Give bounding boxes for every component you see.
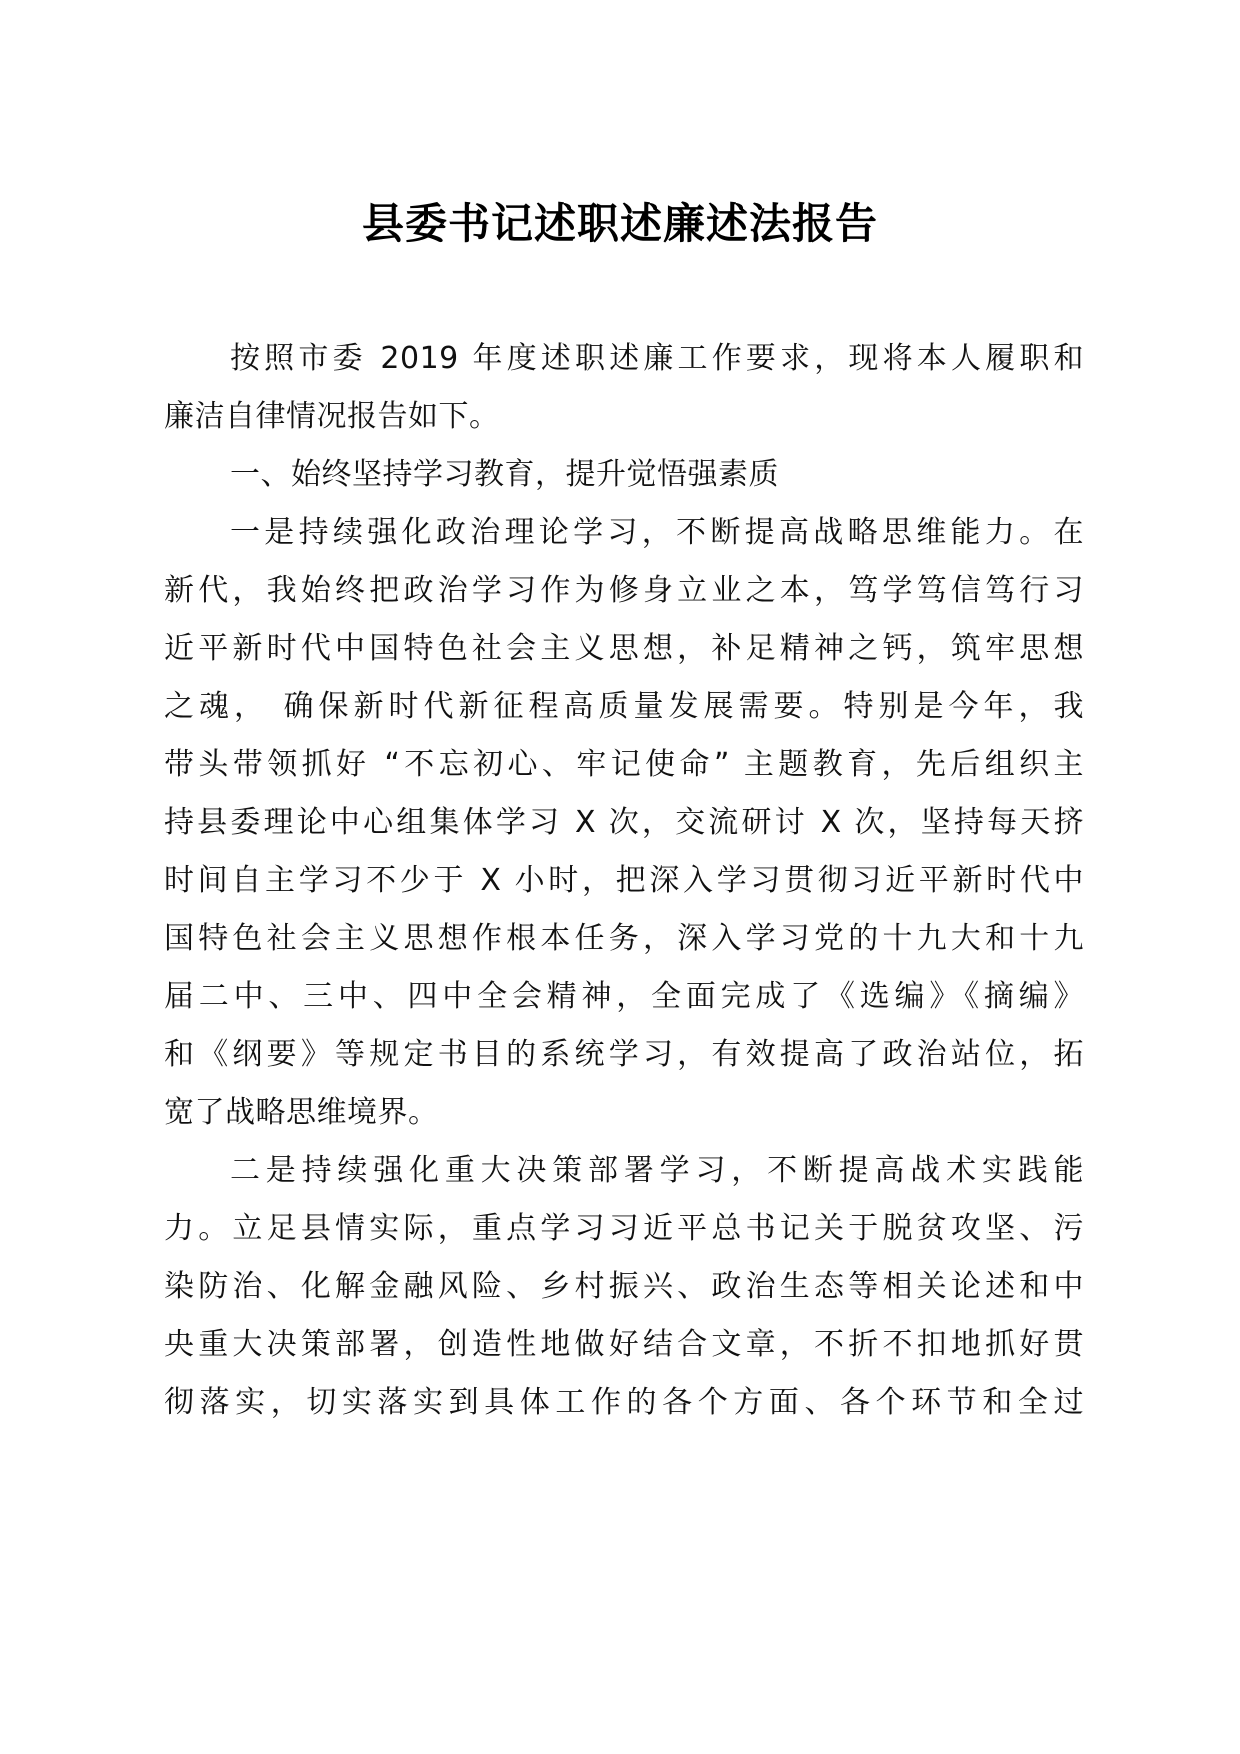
paragraph-1-line-6: 持县委理论中心组集体学习 X 次，交流研讨 X 次，坚持每天挤 (164, 805, 1084, 840)
document-body (164, 330, 1084, 1432)
paragraph-1-line-8: 国特色社会主义思想作根本任务，深入学习党的十九大和十九 (164, 921, 1084, 956)
section-heading-1: 一、始终坚持学习教育，提升觉悟强素质 (230, 457, 779, 492)
paragraph-1-line-11: 宽了战略思维境界。 (164, 1095, 439, 1130)
paragraph-intro-line-2: 廉洁自律情况报告如下。 (164, 399, 500, 434)
paragraph-1-line-10: 和《纲要》等规定书目的系统学习，有效提高了政治站位，拓 (164, 1037, 1084, 1072)
paragraph-1-line-3: 近平新时代中国特色社会主义思想，补足精神之钙，筑牢思想 (164, 631, 1084, 666)
paragraph-intro-line-1: 按照市委 2019 年度述职述廉工作要求，现将本人履职和 (230, 341, 1084, 376)
paragraph-1-line-5: 带头带领抓好 “不忘初心、牢记使命” 主题教育，先后组织主 (164, 747, 1084, 782)
paragraph-1-line-4: 之魂， 确保新时代新征程高质量发展需要。特别是今年，我 (164, 689, 1084, 724)
paragraph-2-line-2: 力。立足县情实际，重点学习习近平总书记关于脱贫攻坚、污 (164, 1211, 1084, 1246)
paragraph-1-line-9: 届二中、三中、四中全会精神，全面完成了《选编》《摘编》 (164, 979, 1084, 1014)
paragraph-1-line-1: 一是持续强化政治理论学习，不断提高战略思维能力。在 (230, 515, 1084, 550)
paragraph-1-line-2: 新代，我始终把政治学习作为修身立业之本，笃学笃信笃行习 (164, 573, 1084, 608)
paragraph-2-line-4: 央重大决策部署，创造性地做好结合文章，不折不扣地抓好贯 (164, 1327, 1084, 1362)
paragraph-2-line-3: 染防治、化解金融风险、乡村振兴、政治生态等相关论述和中 (164, 1269, 1084, 1304)
paragraph-2-line-1: 二是持续强化重大决策部署学习，不断提高战术实践能 (230, 1153, 1084, 1188)
paragraph-2-line-5: 彻落实，切实落实到具体工作的各个方面、各个环节和全过 (164, 1385, 1084, 1420)
paragraph-1-line-7: 时间自主学习不少于 X 小时，把深入学习贯彻习近平新时代中 (164, 863, 1084, 898)
document-title: 县委书记述职述廉述法报告 (361, 199, 878, 248)
